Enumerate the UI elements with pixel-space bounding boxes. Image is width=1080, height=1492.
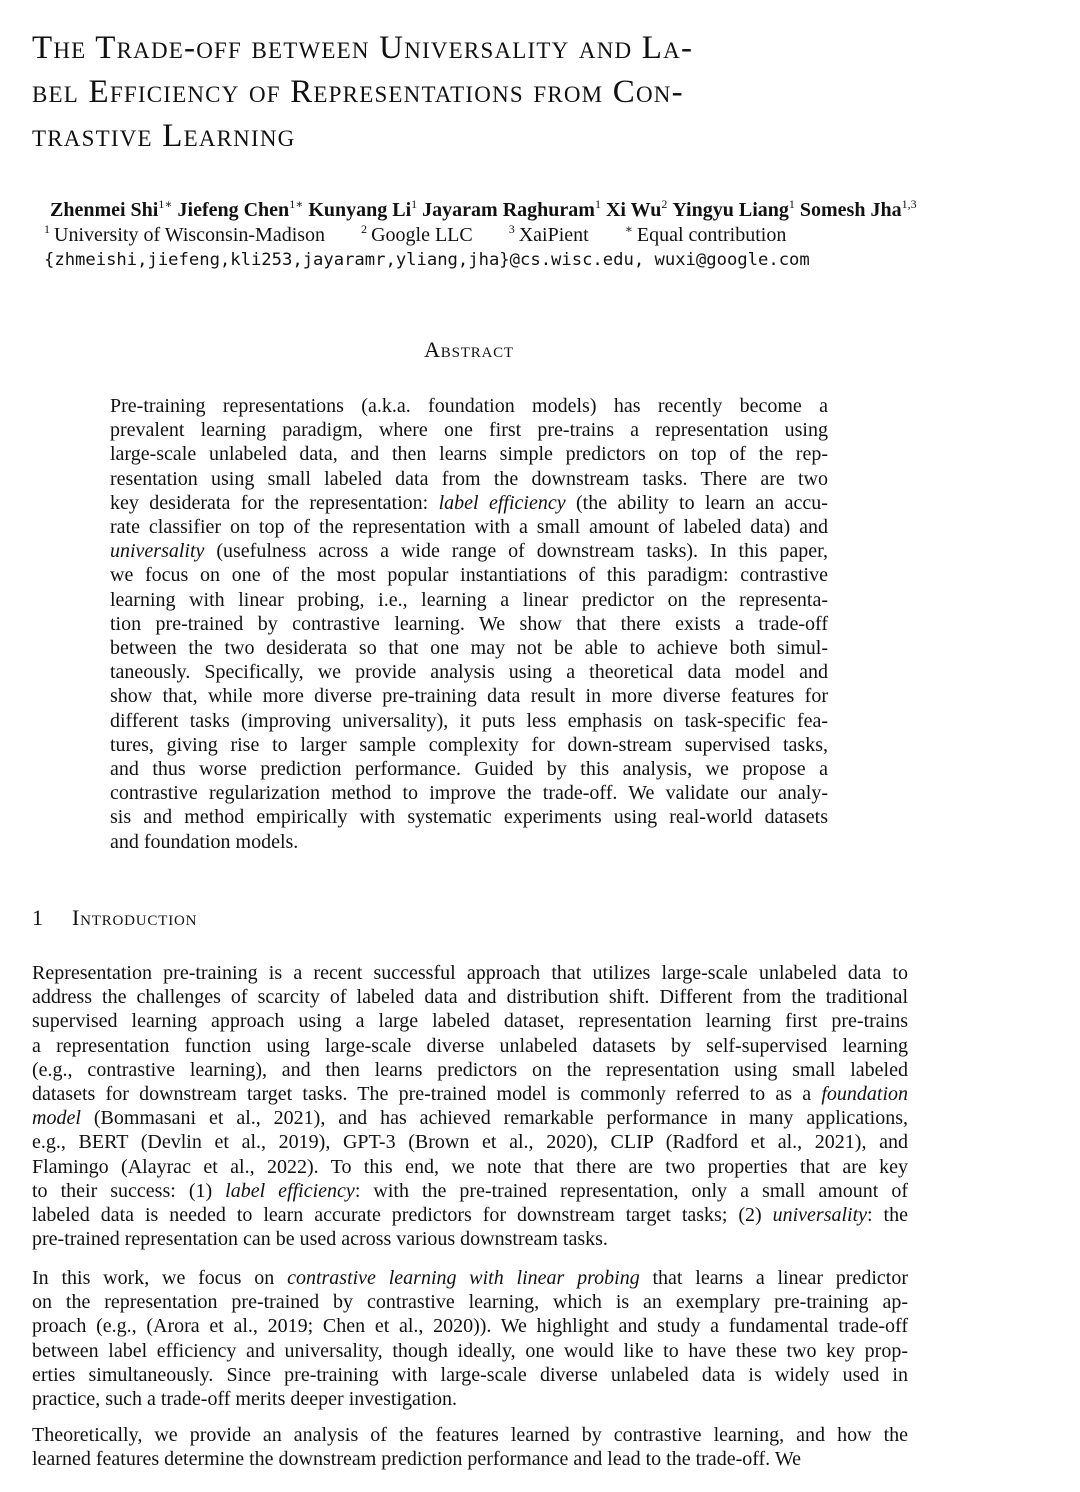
text-line: supervised learning approach using a large labeled dataset, representation learning first pre-trains: [32, 1010, 908, 1033]
affiliation-sup: 3: [508, 222, 515, 236]
text-line: resentation using small labeled data from the downstream tasks. There are two: [110, 467, 828, 490]
text-line: large-scale unlabeled data, and then learns simple predictors on top of the rep-: [110, 443, 828, 466]
section-number: 1: [32, 905, 44, 930]
affiliation: XaiPient: [518, 224, 589, 246]
author-list: [50, 198, 1070, 222]
author-name: Kunyang Li: [308, 199, 412, 221]
author-emails: {zhmeishi,jiefeng,kli253,jayaramr,yliang,jha}@cs.wisc.edu, wuxi@google.com: [44, 250, 810, 270]
text-line: a representation function using large-scale diverse unlabeled datasets by self-supervised learning: [32, 1034, 908, 1057]
affiliation: Google LLC: [371, 224, 473, 246]
text-line: In this work, we focus on contrastive learning with linear probing that learns a linear predictor: [32, 1267, 908, 1289]
author-sup: 1∗: [158, 197, 173, 211]
author-name: Somesh Jha: [799, 199, 902, 221]
text-line: proach (e.g., (Arora et al., 2019; Chen et al., 2020)). We highlight and study a fundamental trade-off: [32, 1315, 908, 1338]
text-line: and foundation models.: [110, 830, 299, 853]
author-sup: 1∗: [289, 197, 304, 211]
text-line: prevalent learning paradigm, where one first pre-trains a representation using: [110, 419, 828, 442]
affiliation: University of Wisconsin-Madison: [54, 224, 326, 246]
affiliation-sup: 2: [361, 222, 368, 236]
paper-title: [32, 26, 932, 158]
text-line: Pre-training representations (a.k.a. foundation models) has recently become a: [110, 395, 828, 417]
text-line: Flamingo (Alayrac et al., 2022). To this end, we note that there are two properties that are key: [32, 1155, 908, 1178]
text-line: different tasks (improving universality), it puts less emphasis on task-specific fea-: [110, 709, 828, 732]
section-heading: [32, 905, 632, 931]
affiliation-sup: ∗: [624, 222, 633, 236]
text-line: Theoretically, we provide an analysis of the features learned by contrastive learning, and how the: [32, 1424, 908, 1446]
text-line: universality (usefulness across a wide range of downstream tasks). In this paper,: [110, 540, 828, 563]
abstract-body: [110, 394, 828, 854]
text-line: rate classifier on top of the representation with a small amount of labeled data) and: [110, 516, 828, 539]
text-line: key desiderata for the representation: label efficiency (the ability to learn an accu-: [110, 491, 828, 514]
text-line: tures, giving rise to larger sample complexity for down-stream supervised tasks,: [110, 733, 828, 756]
author-sup: 1: [411, 197, 418, 211]
author-name: Xi Wu: [605, 199, 662, 221]
title-line: The Trade-off between Universality and La-: [32, 30, 694, 66]
author-name: Yingyu Liang: [672, 199, 789, 221]
text-line: e.g., BERT (Devlin et al., 2019), GPT-3 (Brown et al., 2020), CLIP (Radford et al., 2021), and: [32, 1131, 908, 1154]
text-line: (e.g., contrastive learning), and then learns predictors on the representation using small labeled: [32, 1058, 908, 1081]
title-line: trastive Learning: [32, 118, 296, 154]
text-line: between the two desiderata so that one may not be able to achieve both simul-: [110, 637, 828, 660]
abstract-heading: Abstract: [424, 337, 514, 362]
text-line: taneously. Specifically, we provide analysis using a theoretical data model and: [110, 661, 828, 684]
text-line: pre-trained representation can be used across various downstream tasks.: [32, 1228, 608, 1251]
author-name: Jayaram Raghuram: [422, 199, 595, 221]
text-line: to their success: (1) label efficiency: with the pre-trained representation, only a small amount of: [32, 1179, 909, 1202]
paragraph: [32, 1423, 908, 1471]
paragraph: [32, 1266, 908, 1411]
affiliation: Equal contribution: [636, 224, 787, 246]
author-sup: 1: [788, 197, 795, 211]
text-line: contrastive regularization method to improve the trade-off. We validate our analy-: [110, 782, 828, 805]
author-sup: 1: [594, 197, 601, 211]
text-line: learned features determine the downstream prediction performance and lead to the trade-off. We: [32, 1448, 801, 1471]
text-line: Representation pre-training is a recent successful approach that utilizes large-scale unlabeled data to: [32, 962, 908, 984]
text-line: tion pre-trained by contrastive learning. We show that there exists a trade-off: [110, 612, 828, 635]
paragraph: [32, 961, 908, 1251]
text-line: erties simultaneously. Since pre-training with large-scale diverse unlabeled data is widely used in: [32, 1363, 908, 1386]
section-title: Introduction: [72, 905, 198, 930]
text-line: datasets for downstream target tasks. The pre-trained model is commonly referred to as a foundation: [32, 1083, 908, 1106]
text-line: practice, such a trade-off merits deeper investigation.: [32, 1388, 458, 1411]
affiliation-sup: 1: [44, 222, 50, 236]
text-line: between label efficiency and universality, though ideally, one would like to have these two key prop-: [32, 1339, 908, 1362]
text-line: and thus worse prediction performance. Guided by this analysis, we propose a: [110, 758, 828, 781]
text-line: on the representation pre-trained by contrastive learning, which is an exemplary pre-training ap-: [32, 1291, 908, 1314]
title-line: bel Efficiency of Representations from Con-: [32, 74, 684, 110]
author-name: Zhenmei Shi: [50, 199, 159, 221]
text-line: we focus on one of the most popular instantiations of this paradigm: contrastive: [110, 564, 828, 587]
text-line: learning with linear probing, i.e., learning a linear predictor on the representa-: [110, 588, 828, 611]
author-sup: 1,3: [901, 197, 917, 211]
text-line: labeled data is needed to learn accurate predictors for downstream target tasks; (2) universality: the: [32, 1204, 908, 1227]
text-line: address the challenges of scarcity of labeled data and distribution shift. Different from the traditional: [32, 986, 908, 1009]
affiliations: [44, 223, 1044, 247]
text-line: model (Bommasani et al., 2021), and has achieved remarkable performance in many applications,: [32, 1107, 908, 1130]
author-name: Jiefeng Chen: [177, 199, 290, 221]
text-line: show that, while more diverse pre-training data result in more diverse features for: [110, 685, 828, 708]
author-sup: 2: [661, 197, 668, 211]
text-line: sis and method empirically with systematic experiments using real-world datasets: [110, 806, 828, 829]
